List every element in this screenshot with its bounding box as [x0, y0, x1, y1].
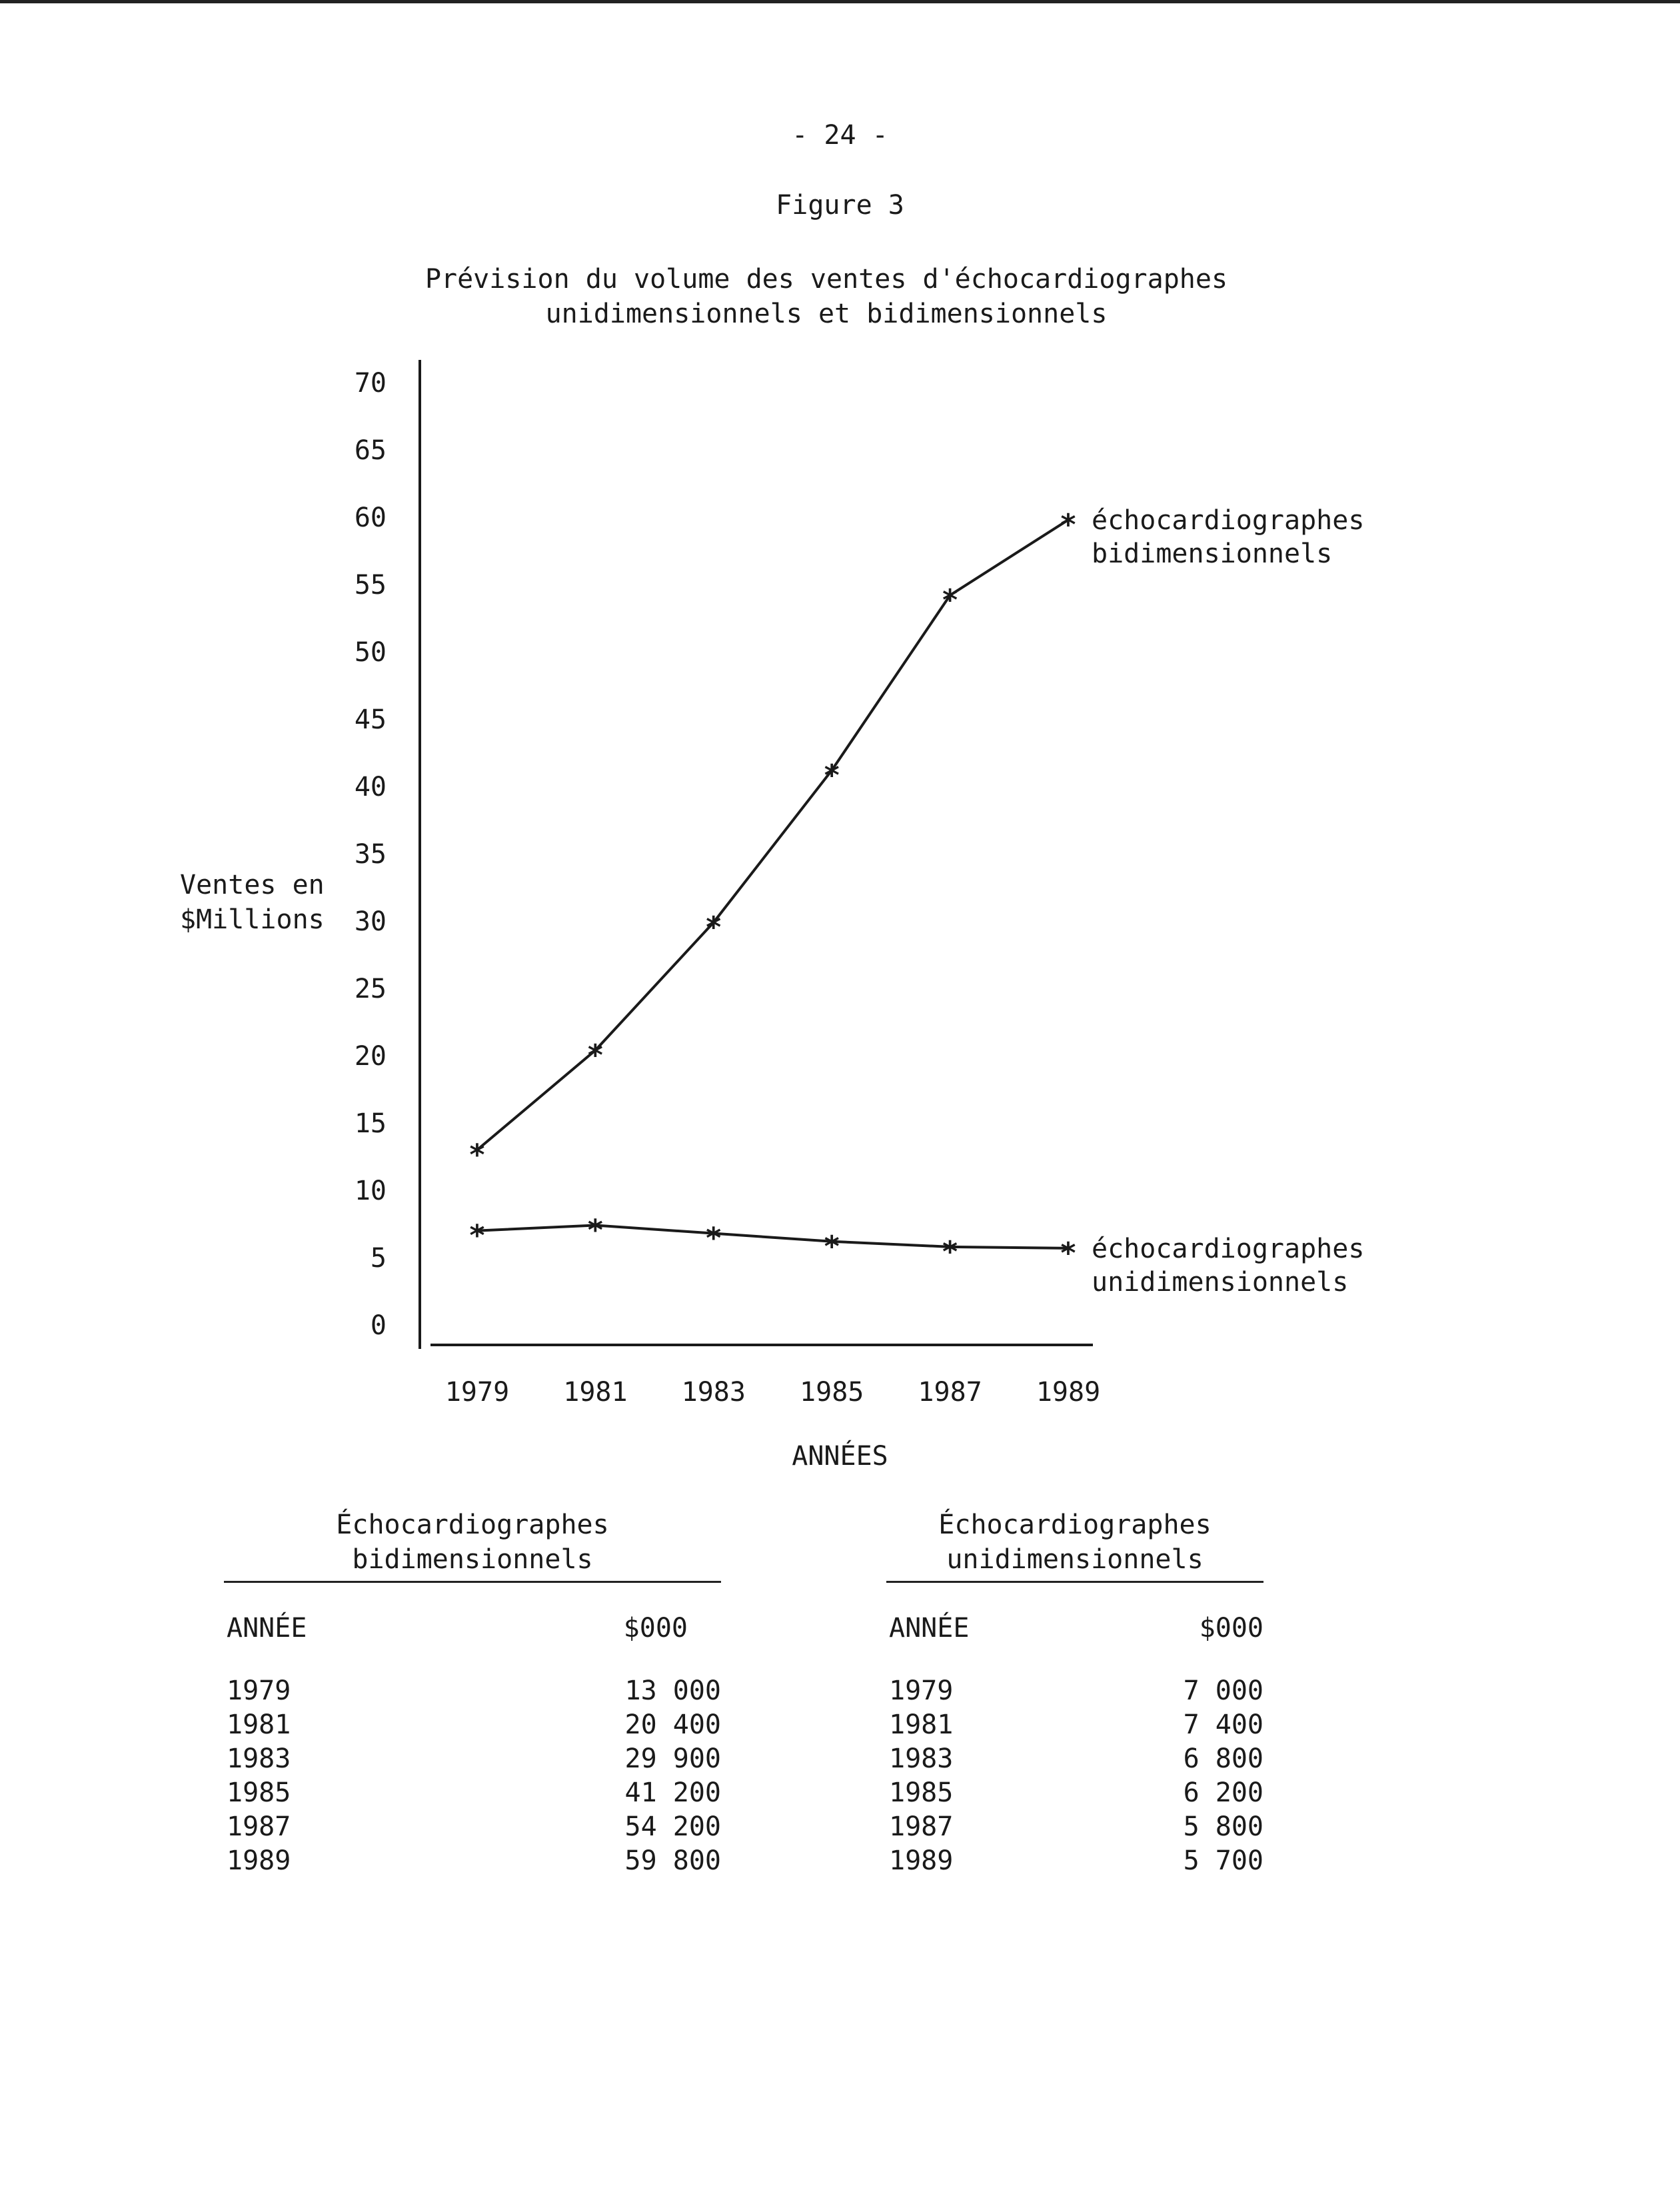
table-cell-value: 29 900 — [624, 1743, 721, 1774]
y-tick-label: 50 — [354, 637, 387, 668]
y-axis-label-line-1: Ventes en — [180, 870, 325, 900]
table-cell-value: 41 200 — [624, 1777, 721, 1808]
column-header-year: ANNÉE — [889, 1613, 970, 1644]
table-cell-value: 5 800 — [1183, 1811, 1263, 1842]
data-point-marker: * — [1059, 508, 1078, 543]
data-point-marker: * — [586, 1213, 604, 1248]
x-tick-label: 1989 — [1036, 1377, 1101, 1408]
y-axis-label — [180, 868, 325, 937]
x-axis-label: ANNÉES — [792, 1441, 888, 1472]
y-tick-label: 55 — [354, 570, 387, 600]
y-tick-label: 25 — [354, 974, 387, 1004]
y-tick-label: 35 — [354, 839, 387, 870]
y-tick-label: 20 — [354, 1041, 387, 1072]
y-tick-label: 65 — [354, 435, 387, 466]
table-title-line-2: unidimensionnels — [946, 1544, 1204, 1575]
table-cell-value: 20 400 — [624, 1709, 721, 1740]
y-tick-label: 40 — [354, 772, 387, 802]
y-tick-label: 10 — [354, 1176, 387, 1206]
table-cell-year: 1983 — [227, 1743, 291, 1774]
table-title-line-1: Échocardiographes — [336, 1510, 609, 1540]
table-cell-year: 1981 — [889, 1709, 954, 1740]
data-point-marker: * — [586, 1038, 604, 1072]
data-point-marker: * — [468, 1218, 486, 1253]
table-title-line-2: bidimensionnels — [352, 1544, 593, 1575]
series-label: bidimensionnels — [1092, 539, 1333, 570]
data-point-marker: * — [822, 758, 841, 792]
table-title-rule — [886, 1581, 1263, 1583]
series-label: échocardiographes — [1092, 505, 1365, 537]
table-cell-value: 7 000 — [1183, 1675, 1263, 1706]
data-point-marker: * — [941, 583, 959, 618]
table-cell-year: 1979 — [889, 1675, 954, 1706]
x-tick-label: 1985 — [800, 1377, 864, 1408]
column-header-value: $000 — [623, 1613, 688, 1644]
column-header-value: $000 — [1199, 1613, 1263, 1644]
x-tick-label: 1981 — [563, 1377, 628, 1408]
table-cell-year: 1987 — [889, 1811, 954, 1842]
table-title-line-1: Échocardiographes — [938, 1510, 1212, 1540]
table-cell-value: 7 400 — [1183, 1709, 1263, 1740]
data-point-marker: * — [822, 1229, 841, 1264]
table-cell-year: 1983 — [889, 1743, 954, 1774]
table-cell-value: 5 700 — [1183, 1845, 1263, 1876]
table-cell-year: 1989 — [227, 1845, 291, 1876]
chart-title-line-1: Prévision du volume des ventes d'échocardiographes — [424, 264, 1228, 295]
column-header-year: ANNÉE — [227, 1613, 307, 1644]
figure-label: Figure 3 — [776, 190, 904, 221]
table-cell-value: 6 200 — [1183, 1777, 1263, 1808]
table-bidimensionnels — [224, 1508, 721, 1887]
data-point-marker: * — [468, 1138, 486, 1172]
table-cell-value: 13 000 — [624, 1675, 721, 1706]
table-cell-year: 1985 — [889, 1777, 954, 1808]
y-tick-label: 70 — [354, 368, 387, 399]
table-cell-year: 1981 — [227, 1709, 291, 1740]
series-label: échocardiographes — [1092, 1233, 1365, 1264]
series-label: unidimensionnels — [1092, 1266, 1349, 1298]
series-line — [477, 1226, 1068, 1248]
table-cell-value: 59 800 — [624, 1845, 721, 1876]
y-tick-label: 60 — [354, 503, 387, 533]
y-axis-label-line-2: $Millions — [180, 904, 325, 935]
chart-title-line-2: unidimensionnels et bidimensionnels — [545, 299, 1108, 329]
data-point-marker: * — [704, 910, 723, 945]
data-point-marker: * — [1059, 1236, 1078, 1270]
y-tick-label: 30 — [354, 906, 387, 937]
table-cell-year: 1987 — [227, 1811, 291, 1842]
y-tick-label: 15 — [354, 1108, 387, 1139]
table-cell-year: 1985 — [227, 1777, 291, 1808]
table-unidimensionnels — [886, 1508, 1263, 1887]
table-title — [886, 1508, 1263, 1577]
x-tick-label: 1983 — [681, 1377, 746, 1408]
series-line — [477, 520, 1068, 1150]
table-title-rule — [224, 1581, 721, 1583]
page-number: - 24 - — [792, 120, 888, 151]
data-point-marker: * — [704, 1221, 723, 1256]
x-tick-label: 1979 — [444, 1377, 510, 1408]
y-tick-label: 0 — [370, 1310, 387, 1341]
table-cell-value: 54 200 — [624, 1811, 721, 1842]
table-cell-year: 1979 — [227, 1675, 291, 1706]
y-tick-label: 5 — [370, 1243, 387, 1274]
table-cell-value: 6 800 — [1183, 1743, 1263, 1774]
table-title — [224, 1508, 721, 1577]
y-tick-label: 45 — [354, 704, 387, 735]
table-cell-year: 1989 — [889, 1845, 954, 1876]
x-tick-label: 1987 — [918, 1377, 982, 1408]
data-point-marker: * — [941, 1234, 959, 1269]
